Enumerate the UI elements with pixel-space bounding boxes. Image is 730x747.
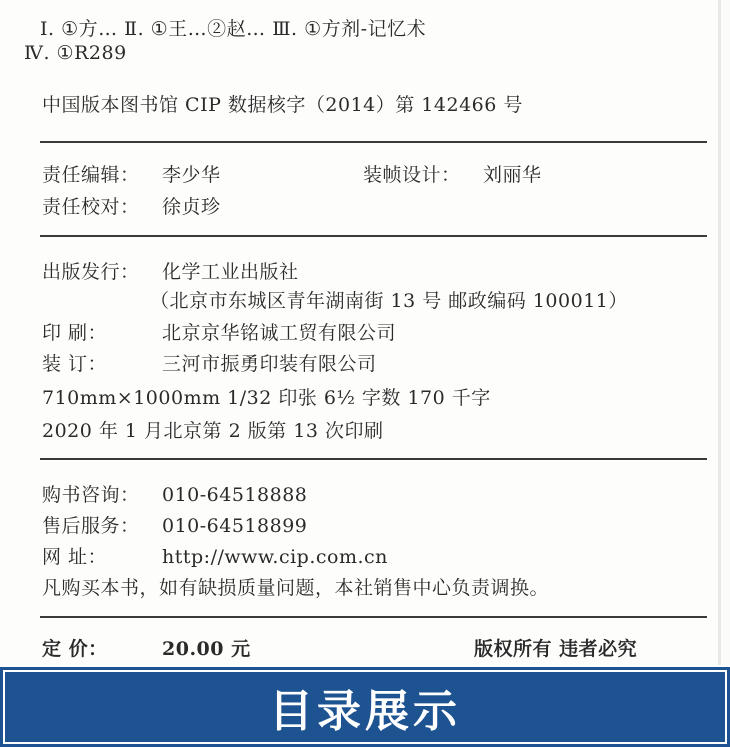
publisher-address: （北京市东城区青年湖南街 13 号 邮政编码 100011） — [150, 290, 628, 312]
banner-title: 目录展示 — [269, 686, 461, 737]
design-row — [363, 160, 542, 187]
price-label: 定 价： — [42, 638, 108, 660]
divider — [40, 235, 707, 237]
banner-frame — [3, 670, 727, 744]
print-value: 北京京华铭诚工贸有限公司 — [162, 322, 397, 344]
proof-label: 责任校对： — [42, 196, 140, 218]
publisher-value: 化学工业出版社 — [162, 261, 299, 283]
index-line-1: Ⅰ. ①方… Ⅱ. ①王…②赵… Ⅲ. ①方剂-记忆术 — [40, 18, 427, 40]
divider — [40, 458, 707, 460]
copyright-notice: 版权所有 违者必究 — [474, 638, 638, 660]
service-row — [42, 511, 307, 538]
divider — [40, 141, 707, 143]
editor-value: 李少华 — [162, 164, 221, 186]
design-value: 刘丽华 — [483, 164, 542, 186]
buy-label: 购书咨询： — [42, 484, 140, 506]
website-label: 网 址： — [42, 546, 108, 568]
print-row — [42, 318, 396, 345]
website-url: http://www.cip.com.cn — [162, 546, 388, 568]
section-banner — [0, 665, 730, 747]
index-line-2: Ⅳ. ①R289 — [24, 42, 127, 64]
buy-phone: 010-64518888 — [162, 484, 308, 506]
service-label: 售后服务： — [42, 515, 140, 537]
service-phone: 010-64518899 — [162, 515, 308, 537]
proof-row — [42, 192, 221, 219]
design-label: 装帧设计： — [363, 164, 461, 186]
binding-label: 装 订： — [42, 353, 108, 375]
price-row — [42, 634, 251, 661]
editor-label: 责任编辑： — [42, 164, 140, 186]
website-row — [42, 542, 388, 569]
binding-value: 三河市振勇印装有限公司 — [162, 353, 377, 375]
price-value: 20.00 元 — [162, 638, 251, 660]
binding-row — [42, 349, 377, 376]
publisher-label: 出版发行： — [42, 261, 140, 283]
publisher-row — [42, 257, 299, 284]
format-line: 710mm×1000mm 1/32 印张 6½ 字数 170 千字 — [42, 387, 491, 409]
proof-value: 徐贞珍 — [162, 196, 221, 218]
return-notice: 凡购买本书，如有缺损质量问题，本社销售中心负责调换。 — [42, 577, 550, 599]
cip-number: 中国版本图书馆 CIP 数据核字（2014）第 142466 号 — [42, 94, 523, 116]
buy-row — [42, 480, 307, 507]
print-label: 印 刷： — [42, 322, 108, 344]
divider — [40, 616, 707, 618]
editor-row — [42, 160, 221, 187]
edition-line: 2020 年 1 月北京第 2 版第 13 次印刷 — [42, 420, 384, 442]
